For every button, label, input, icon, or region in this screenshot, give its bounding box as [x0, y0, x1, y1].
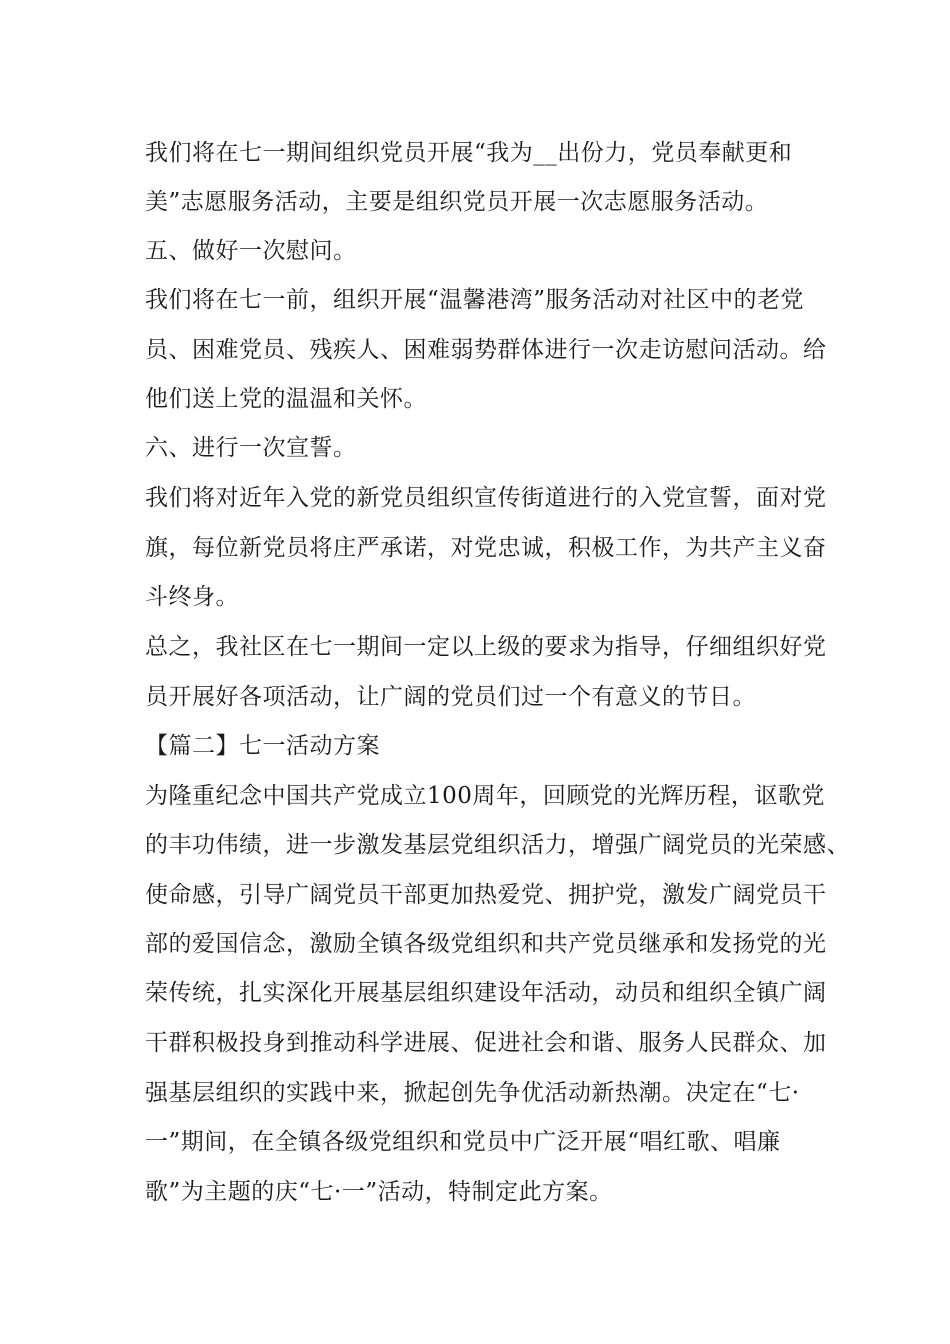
text-line: 斗终身。	[145, 584, 239, 610]
text-line: 部的爱国信念，激励全镇各级党组织和共产党员继承和发扬党的光	[145, 931, 827, 957]
text-line: 我们将在七一前，组织开展“温馨港湾”服务活动对社区中的老党	[145, 287, 805, 313]
section-heading: 五、做好一次慰问。	[145, 238, 357, 264]
text-line: 他们送上党的温温和关怀。	[145, 386, 427, 412]
text-line: 荣传统，扎实深化开展基层组织建设年活动，动员和组织全镇广阔	[145, 980, 827, 1006]
text-line: 我们将在七一期间组织党员开展“我为__出份力，党员奉献更和	[145, 140, 793, 166]
section-heading: 六、进行一次宣誓。	[145, 435, 357, 461]
text-line: 强基层组织的实践中来，掀起创先争优活动新热潮。决定在“七·	[145, 1080, 800, 1106]
text-line: 使命感，引导广阔党员干部更加热爱党、拥护党，激发广阔党员干	[145, 882, 827, 908]
text-line: 员开展好各项活动，让广阔的党员们过一个有意义的节日。	[145, 684, 756, 710]
text-line: 干群积极投身到推动科学进展、促进社会和谐、服务人民群众、加	[145, 1030, 827, 1056]
text-line: 我们将对近年入党的新党员组织宣传街道进行的入党宣誓，面对党	[145, 485, 827, 511]
text-line: 歌”为主题的庆“七·一”活动，特制定此方案。	[145, 1179, 613, 1205]
text-line: 一”期间，在全镇各级党组织和党员中广泛开展“唱红歌、唱廉	[145, 1129, 781, 1155]
text-line: 总之，我社区在七一期间一定以上级的要求为指导，仔细组织好党	[145, 634, 827, 660]
text-line: 美”志愿服务活动，主要是组织党员开展一次志愿服务活动。	[145, 189, 769, 215]
text-line: 的丰功伟绩，进一步激发基层党组织活力，增强广阔党员的光荣感、	[145, 832, 850, 858]
text-line: 员、困难党员、残疾人、困难弱势群体进行一次走访慰问活动。给	[145, 337, 827, 363]
section-heading: 【篇二】七一活动方案	[145, 733, 380, 759]
text-line: 旗，每位新党员将庄严承诺，对党忠诚，积极工作，为共产主义奋	[145, 535, 827, 561]
text-line: 为隆重纪念中国共产党成立100周年，回顾党的光辉历程，讴歌党	[145, 783, 825, 809]
